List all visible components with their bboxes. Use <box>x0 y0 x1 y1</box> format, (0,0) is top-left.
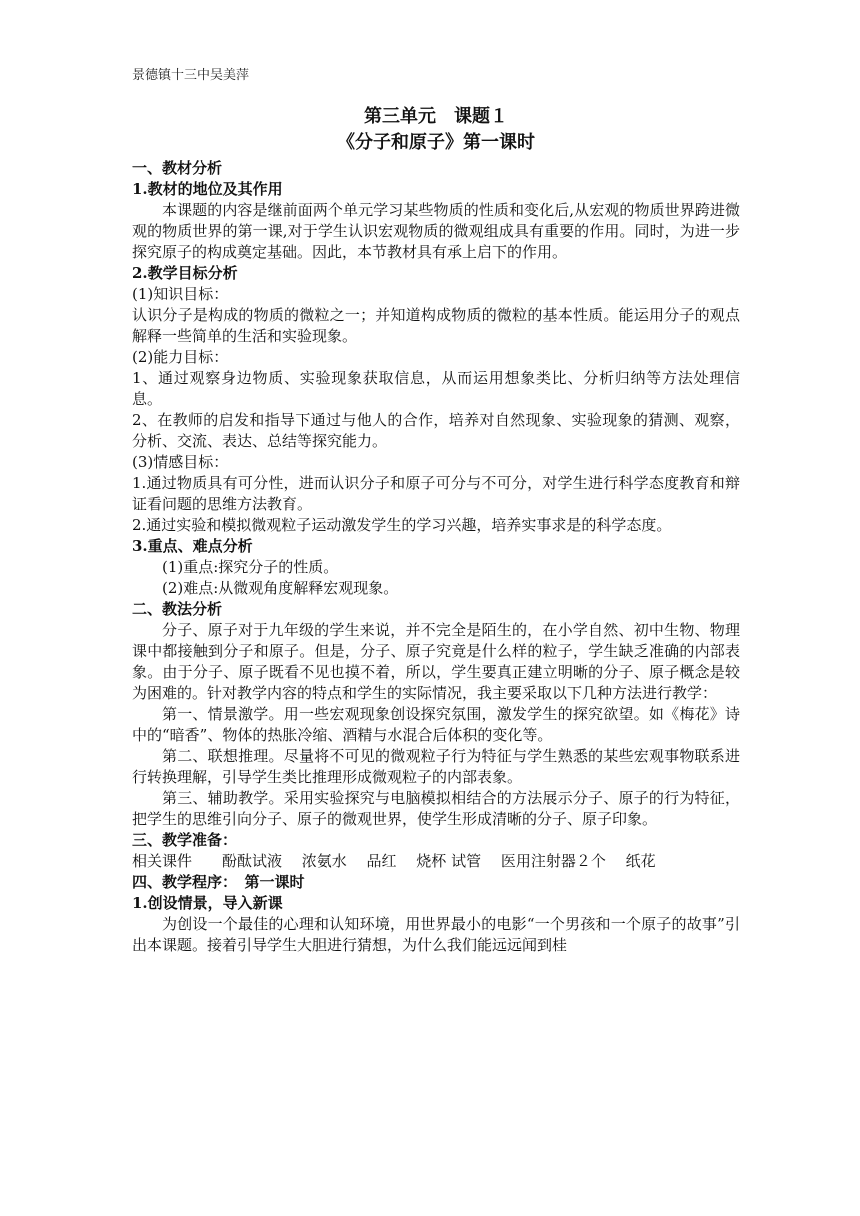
key-point: (1)重点:探究分子的性质。 <box>162 558 339 576</box>
knowledge-goal-label: (1)知识目标： <box>132 285 229 303</box>
section-heading-2: 二、教法分析 <box>132 600 223 618</box>
difficult-point: (2)难点:从微观角度解释宏观现象。 <box>162 579 399 597</box>
emotion-goal-label: (3)情感目标： <box>132 453 229 471</box>
method-2: 第二、联想推理。尽量将不可见的微观粒子行为特征与学生熟悉的某些宏观事物联系进行转换理解，引导学生类比推理形成微观粒子的内部表象。 <box>132 747 740 786</box>
method-1: 第一、情景激学。用一些宏观现象创设探究氛围，激发学生的探究欲望。如《梅花》诗中的“暗香”、物体的热胀冷缩、酒精与水混合后体积的变化等。 <box>132 705 740 744</box>
section-heading-3: 三、教学准备： <box>132 831 238 849</box>
method-3: 第三、辅助教学。采用实验探究与电脑模拟相结合的方法展示分子、原子的行为特征，把学生的思维引向分子、原子的微观世界，使学生形成清晰的分子、原子印象。 <box>132 789 740 828</box>
ability-goal-1: 1、通过观察身边物质、实验现象获取信息，从而运用想象类比、分析归纳等方法处理信息。 <box>132 369 740 408</box>
materials-list: 相关课件 酚酞试液 浓氨水 品红 烧杯 试管 医用注射器２个 纸花 <box>132 852 656 870</box>
header-note: 景德镇十三中吴美萍 <box>132 68 250 83</box>
section-heading-1: 一、教材分析 <box>132 159 223 177</box>
section-heading-4: 四、教学程序： 第一课时 <box>132 873 305 891</box>
method-intro: 分子、原子对于九年级的学生来说，并不完全是陌生的，在小学自然、初中生物、物理课中都接触到分子和原子。但是，分子、原子究竟是什么样的粒子，学生缺乏准确的内部表象。由于分子、原子既看不见也摸不着，所以，学生要真正建立明晰的分子、原子概念是较为困难的。针对教学内容的特点和学生的实际情况，我主要采取以下几种方法进行教学： <box>132 621 740 702</box>
document-body <box>132 104 740 956</box>
subsection-heading-1-1: 1.教材的地位及其作用 <box>132 180 283 198</box>
page-subtitle: 《分子和原子》第一课时 <box>337 132 535 153</box>
knowledge-goal-text: 认识分子是构成的物质的微粒之一；并知道构成物质的微粒的基本性质。能运用分子的观点解释一些简单的生活和实验现象。 <box>132 306 740 345</box>
emotion-goal-1: 1.通过物质具有可分性，进而认识分子和原子可分与不可分，对学生进行科学态度教育和辩证看问题的思维方法教育。 <box>132 474 740 513</box>
subsection-heading-1-2: 2.教学目标分析 <box>132 264 238 282</box>
ability-goal-label: (2)能力目标： <box>132 348 229 366</box>
paragraph-textbook-role: 本课题的内容是继前面两个单元学习某些物质的性质和变化后,从宏观的物质世界跨进微观的物质世界的第一课,对于学生认识宏观物质的微观组成具有重要的作用。同时，为进一步探究原子的构成奠定基础。因此，本节教材具有承上启下的作用。 <box>132 201 740 261</box>
ability-goal-2: 2、在教师的启发和指导下通过与他人的合作，培养对自然现象、实验现象的猜测、观察，分析、交流、表达、总结等探究能力。 <box>132 411 740 450</box>
emotion-goal-2: 2.通过实验和模拟微观粒子运动激发学生的学习兴趣，培养实事求是的科学态度。 <box>132 516 672 534</box>
subsection-heading-4-1: 1.创设情景，导入新课 <box>132 894 283 912</box>
page-title: 第三单元 课题１ <box>364 106 508 127</box>
intro-scenario-text: 为创设一个最佳的心理和认知环境，用世界最小的电影“一个男孩和一个原子的故事”引出本课题。接着引导学生大胆进行猜想，为什么我们能远远闻到桂 <box>132 915 740 954</box>
subsection-heading-1-3: 3.重点、难点分析 <box>132 537 253 555</box>
